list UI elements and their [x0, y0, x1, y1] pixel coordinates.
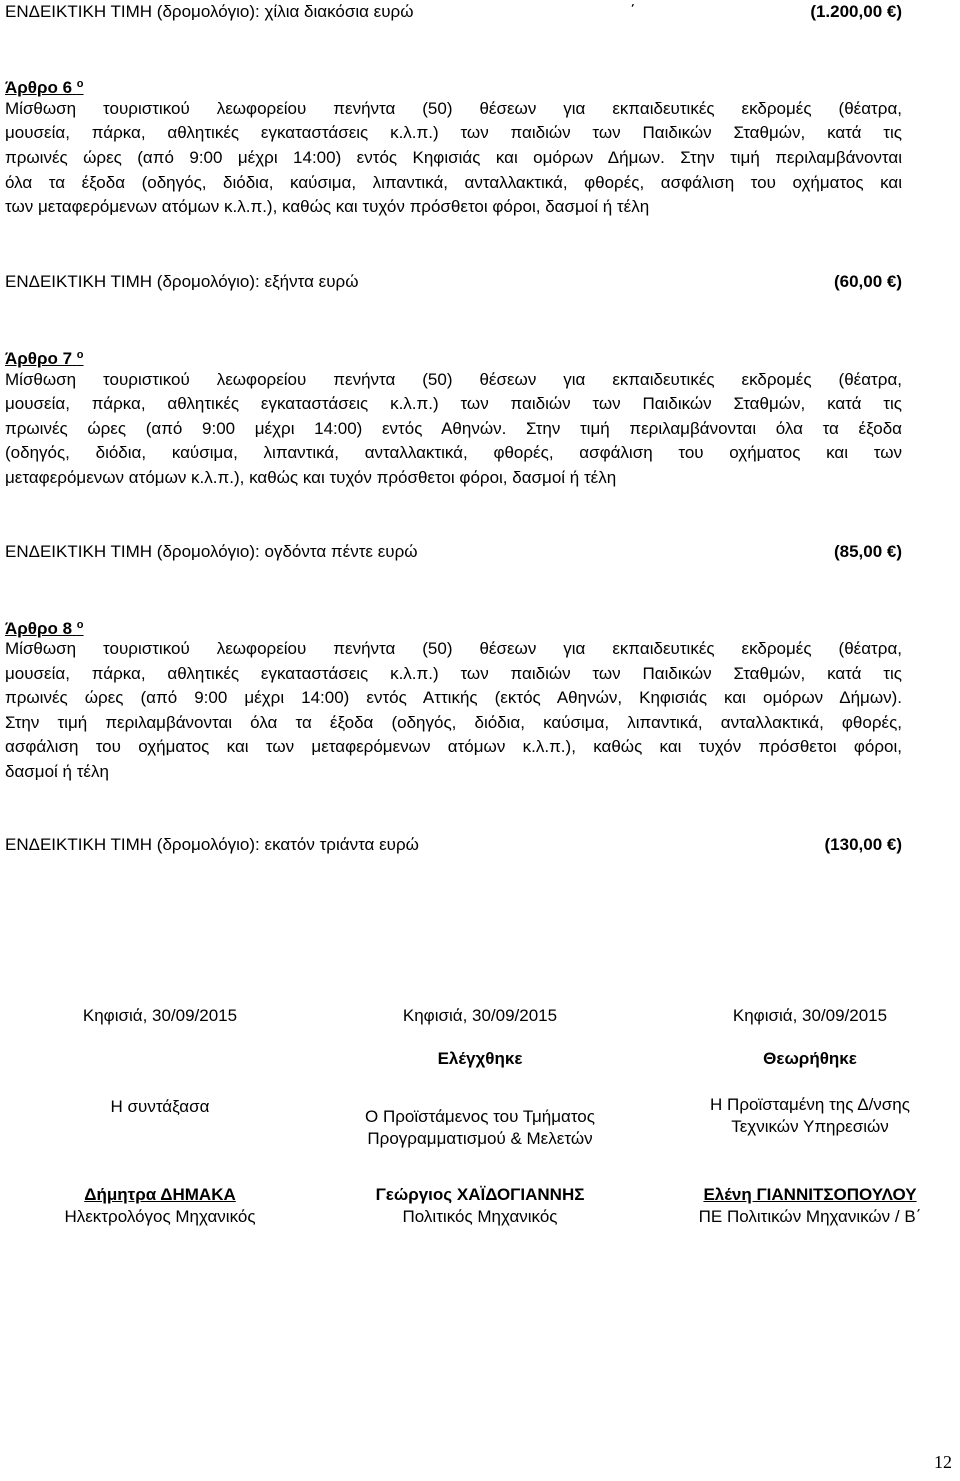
- article-7-line: Μίσθωση τουριστικού λεωφορείου πενήντα (50) θέσεων για εκπαιδευτικές εκδρομές (θέατρα,: [5, 370, 902, 389]
- price-text-top: ΕΝΔΕΙΚΤΙΚΗ ΤΙΜΗ (δρομολόγιο): χίλια διακόσια ευρώ: [5, 2, 414, 21]
- article-7-line: μεταφερόμενων ατόμων κ.λ.π.), καθώς και τυχόν πρόσθετοι φόροι, δασμοί ή τέλη: [5, 468, 617, 487]
- article-8-line: Στην τιμή περιλαμβάνονται όλα τα έξοδα (οδηγός, διόδια, καύσιμα, λιπαντικά, ανταλλακτικά, φθορές,: [5, 713, 902, 732]
- article-8-line: Μίσθωση τουριστικού λεωφορείου πενήντα (50) θέσεων για εκπαιδευτικές εκδρομές (θέατρα,: [5, 639, 902, 658]
- signature-2-title: Πολιτικός Μηχανικός: [402, 1207, 558, 1226]
- price-value-article-8: (130,00 €): [824, 835, 902, 854]
- article-8-line: δασμοί ή τέλη: [5, 762, 109, 781]
- page-number: 12: [934, 1452, 952, 1472]
- article-6-line: Μίσθωση τουριστικού λεωφορείου πενήντα (50) θέσεων για εκπαιδευτικές εκδρομές (θέατρα,: [5, 99, 902, 118]
- stray-accent-mark: ΄: [630, 2, 636, 21]
- article-6-line: των μεταφερόμενων ατόμων κ.λ.π.), καθώς και τυχόν πρόσθετοι φόροι, δασμοί ή τέλη: [5, 197, 650, 216]
- article-6-line: μουσεία, πάρκα, αθλητικές εγκαταστάσεις κ.λ.π.) των παιδιών των Παιδικών Σταθμών, κατά τις: [5, 123, 902, 142]
- price-value-article-6: (60,00 €): [833, 272, 902, 291]
- price-text-article-7: ΕΝΔΕΙΚΤΙΚΗ ΤΙΜΗ (δρομολόγιο): ογδόντα πέντε ευρώ: [5, 542, 418, 561]
- article-8-line: μουσεία, πάρκα, αθλητικές εγκαταστάσεις κ.λ.π.) των παιδιών των Παιδικών Σταθμών, κατά τις: [5, 664, 902, 683]
- price-value-article-7: (85,00 €): [833, 542, 902, 561]
- signature-3-status: Θεωρήθηκε: [763, 1049, 857, 1068]
- signature-3-role: Η Προϊσταμένη της Δ/νσης Τεχνικών Υπηρεσιών: [710, 1095, 910, 1136]
- signature-1-title: Ηλεκτρολόγος Μηχανικός: [64, 1207, 256, 1226]
- signature-3-name: Ελένη ΓΙΑΝΝΙΤΣΟΠΟΥΛΟΥ: [703, 1185, 917, 1204]
- article-6-line: πρωινές ώρες (από 9:00 μέχρι 14:00) εντός Κηφισιάς και ομόρων Δήμων. Στην τιμή περιλαμβάνονται: [5, 148, 902, 167]
- article-7-heading: Άρθρο 7 $^o$: [5, 349, 84, 368]
- signature-3-title: ΠΕ Πολιτικών Μηχανικών / Β΄: [698, 1207, 922, 1226]
- article-7-line: (οδηγός, διόδια, καύσιμα, λιπαντικά, ανταλλακτικά, φθορές, ασφάλιση του οχήματος και των: [5, 443, 902, 462]
- article-8-line: ασφάλιση του οχήματος και των μεταφερόμενων ατόμων κ.λ.π.), καθώς και τυχόν πρόσθετοι φόροι,: [5, 737, 902, 756]
- price-text-article-8: ΕΝΔΕΙΚΤΙΚΗ ΤΙΜΗ (δρομολόγιο): εκατόν τριάντα ευρώ: [5, 835, 419, 854]
- signature-1-role: Η συντάξασα: [110, 1097, 210, 1116]
- signature-2-status: Ελέγχθηκε: [437, 1049, 523, 1068]
- article-8-heading: Άρθρο 8 $^o$: [5, 619, 84, 638]
- signature-1-name: Δήμητρα ΔΗΜΑΚΑ: [84, 1185, 236, 1204]
- article-8-line: πρωινές ώρες (από 9:00 μέχρι 14:00) εντός Αττικής (εκτός Αθηνών, Κηφισιάς και ομόρων Δήμων).: [5, 688, 902, 707]
- article-6-heading: Άρθρο 6 $^o$: [5, 78, 84, 97]
- signature-1-place-date: Κηφισιά, 30/09/2015: [82, 1006, 238, 1025]
- signature-3-place-date: Κηφισιά, 30/09/2015: [732, 1006, 888, 1025]
- article-7-line: πρωινές ώρες (από 9:00 μέχρι 14:00) εντός Αθηνών. Στην τιμή περιλαμβάνονται όλα τα έξοδα: [5, 419, 902, 438]
- signature-2-name: Γεώργιος ΧΑΪΔΟΓΙΑΝΝΗΣ: [375, 1185, 585, 1204]
- article-7-line: μουσεία, πάρκα, αθλητικές εγκαταστάσεις κ.λ.π.) των παιδιών των Παιδικών Σταθμών, κατά τις: [5, 394, 902, 413]
- signature-2-role: Ο Προϊστάμενος του Τμήματος Προγραμματισμού & Μελετών: [365, 1107, 595, 1148]
- signature-2-place-date: Κηφισιά, 30/09/2015: [402, 1006, 558, 1025]
- price-text-article-6: ΕΝΔΕΙΚΤΙΚΗ ΤΙΜΗ (δρομολόγιο): εξήντα ευρώ: [5, 272, 359, 291]
- article-6-line: όλα τα έξοδα (οδηγός, διόδια, καύσιμα, λιπαντικά, ανταλλακτικά, φθορές, ασφάλιση του οχήματος και: [5, 173, 902, 192]
- price-value-top: (1.200,00 €): [810, 2, 902, 21]
